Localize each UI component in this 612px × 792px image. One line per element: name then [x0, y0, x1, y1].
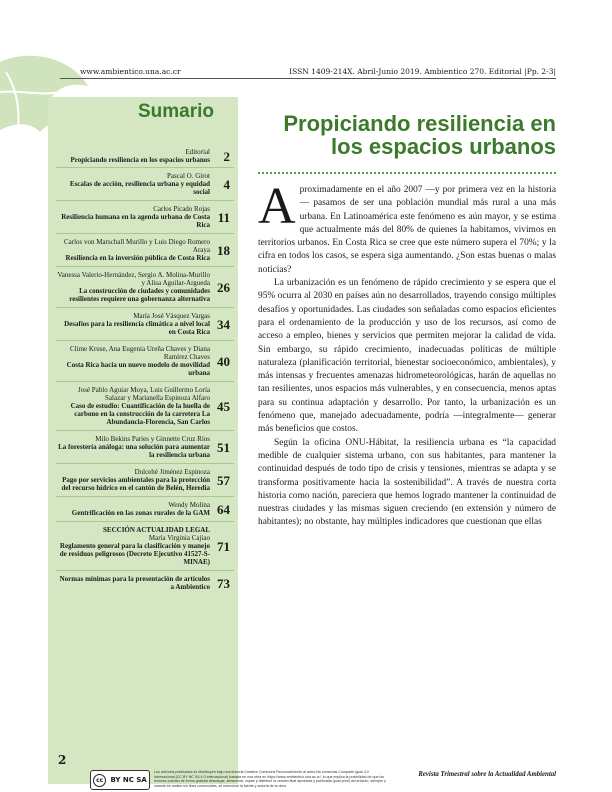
toc-item[interactable]	[56, 431, 234, 464]
sumario-title: Sumario	[137, 101, 214, 122]
header-issn: ISSN 1409-214X. Abril-Junio 2019. Ambientico 270. Editorial |Pp. 2-3|	[289, 67, 556, 76]
creative-commons-badge	[90, 770, 150, 790]
toc-title: Reglamento general para la clasificación y manejo de residuos peligrosos (Decreto Ejecutivo 41527-S-MINAE)	[59, 542, 210, 566]
toc-title: Resiliencia humana en la agenda urbana de Costa Rica	[61, 213, 210, 229]
article-body	[258, 178, 556, 530]
toc-page-number: 18	[217, 242, 230, 258]
toc-page-number: 45	[217, 398, 230, 414]
toc-page-number: 4	[223, 176, 230, 192]
toc-section-label: SECCIÓN ACTUALIDAD LEGAL	[103, 526, 210, 534]
toc-authors: María Virginia Cajiao	[148, 534, 210, 542]
toc-item[interactable]	[56, 201, 234, 234]
article-paragraph	[258, 178, 556, 277]
header-url[interactable]: www.ambientico.una.ac.cr	[80, 67, 181, 76]
toc-item[interactable]	[56, 341, 234, 382]
toc-authors: José Pablo Aguiar Moya, Luis Guillermo Loría Salazar y Marianella Espinoza Alfaro	[77, 386, 210, 402]
toc-authors: Vanessa Valerio-Hernández, Sergio A. Molina-Murillo y Alisa Aguilar-Argueda	[57, 271, 210, 287]
toc-title: Propiciando resiliencia en los espacios urbanos	[70, 156, 210, 164]
toc-title: Gentrificación en las zonas rurales de la GAM	[71, 509, 210, 517]
header-divider	[60, 78, 556, 79]
toc-authors: Carlos Picado Rojas	[153, 205, 210, 213]
article-paragraph: Según la oficina ONU-Hábitat, la resiliencia urbana es “la capacidad medible de cualquier sistema urbano, con sus habitantes, para mantener la continuidad después de todo tipo de crisis y tensiones, mientras se adapta y se transforma positivamente hacia la sostenibilidad”. A través de nuestra corta historia como nación, pareciera que hemos logrado mantener la continuidad de nuestras ciudades y las mismas siguen creciendo (en extensión y número de habitantes); no obstante, hay múltiples indicadores que cuestionan que ellas	[258, 437, 556, 528]
toc-authors: María José Vásquez Vargas	[133, 312, 210, 320]
toc-page-number: 57	[217, 472, 230, 488]
cc-license-label: BY NC SA	[110, 776, 147, 784]
toc-authors: Carlos von Marschall Murillo y Luis Diego Romero Araya	[63, 238, 210, 254]
toc-authors: Milo Bekins Paries y Ginnette Cruz Ríos	[95, 435, 210, 443]
toc-page-number: 64	[217, 501, 230, 517]
toc-page-number: 51	[217, 439, 230, 455]
toc-authors: Pascal O. Girot	[167, 172, 210, 180]
toc-title: La construcción de ciudades y comunidades resilientes requiere una gobernanza alternativa	[69, 287, 210, 303]
toc-item[interactable]	[56, 571, 234, 595]
toc-item[interactable]	[56, 168, 234, 201]
toc-authors: Wendy Molina	[168, 501, 210, 509]
toc-authors: Editorial	[185, 148, 210, 156]
toc-authors: Clime Kruse, Ana Eugenia Ureña Chaves y Diana Ramírez Chaves	[70, 345, 210, 361]
toc-page-number: 71	[217, 538, 230, 554]
cc-icon: cc	[93, 774, 106, 787]
page-number: 2	[58, 753, 67, 767]
toc-authors: Dulcehé Jiménez Espinoza	[134, 468, 210, 476]
toc-item[interactable]	[56, 234, 234, 267]
toc-title: Costa Rica hacia un nuevo modelo de movilidad urbana	[66, 361, 210, 377]
toc-item[interactable]	[56, 267, 234, 308]
article-title: Propiciando resiliencia en los espacios urbanos	[283, 111, 556, 159]
toc-item[interactable]	[56, 497, 234, 522]
drop-cap: A	[258, 178, 296, 235]
title-dotted-divider	[258, 172, 556, 174]
journal-tagline: Revista Trimestral sobre la Actualidad Ambiental	[418, 771, 556, 778]
toc-page-number: 73	[217, 575, 230, 591]
toc-item[interactable]	[56, 308, 234, 341]
toc-page-number: 34	[217, 316, 230, 332]
toc-page-number: 2	[223, 148, 230, 164]
toc-title: La forestería análoga: una solución para aumentar la resiliencia urbana	[58, 443, 210, 459]
toc-item[interactable]	[56, 522, 234, 571]
table-of-contents	[56, 145, 234, 595]
toc-page-number: 11	[217, 209, 230, 225]
toc-title: Caso de estudio: Cuantificación de la huella de carbono en la construcción de la carretera La Abundancia-Florencia, San Carlos	[70, 402, 210, 426]
toc-title: Escalas de acción, resiliencia urbana y equidad social	[69, 180, 210, 196]
toc-title: Pago por servicios ambientales para la protección del recurso hídrico en el cantón de Belén, Heredia	[61, 476, 210, 492]
toc-item[interactable]	[56, 145, 234, 168]
license-text: Los artículos publicados se distribuyen bajo una licencia Creative Commons Reconocimiento al autor-No comercial-Compartir igual 4.0 Internacional (CC BY NC SA 4.0 Internacional) basada en una obra en https://www.ambientico.una.ac.cr/, lo que implica la posibilidad de que los lectores puedan de forma gratuita descargar, almacenar, copiar y distribuir la versión final aprobada y publicada (post print) del artículo, siempre y cuando se realice sin fines comerciales, se mencione la fuente y autoría de la obra.	[154, 770, 386, 788]
toc-item[interactable]	[56, 464, 234, 497]
paragraph-text: proximadamente en el año 2007 —y por primera vez en la historia— pasamos de ser una población mundial más rural a una más urbana. En Latinoamérica este fenómeno es aún mayor, y se estima que actualmente más del 80% de quienes la habitamos, vivimos en territorios urbanos. En Costa Rica se cree que este número supera el 70%; y la cifra en todos los casos, se espera siga aumentando. ¿Son estas buenas o malas noticias?	[258, 185, 556, 275]
toc-title: Desafíos para la resiliencia climática a nivel local en Costa Rica	[64, 320, 210, 336]
toc-page-number: 40	[217, 353, 230, 369]
toc-title: Resiliencia en la inversión pública de Costa Rica	[65, 254, 210, 262]
toc-item[interactable]	[56, 382, 234, 431]
toc-page-number: 26	[217, 279, 230, 295]
toc-title: Normas mínimas para la presentación de artículos a Ambientico	[59, 575, 210, 591]
article-paragraph: La urbanización es un fenómeno de rápido crecimiento y se espera que el 95% ocurra al 2030 en países aún no desarrollados, trayendo consigo múltiples desafíos y oportunidades. Las ciudades son señaladas como espacios eficientes para el ordenamiento de la producción y uso de los recursos, así como de acceso a empleo, bienes y servicios que permiten mejorar la calidad de vida. Sin embargo, su rápido crecimiento, inadecuadas políticas de múltiple naturaleza (planificación territorial, bienestar socioeconómico, ambientales), y más intensas y frecuentes amenazas hidrometeorológicas, harán de aquellas no tan resilientes, unos espacios más vulnerables, y en consecuencia, menos aptas para su continua adaptación y desarrollo. Por tanto, la urbanización es un fenómeno que, manejado adecuadamente, podría —integralmente— generar más beneficios que costos.	[258, 278, 556, 435]
